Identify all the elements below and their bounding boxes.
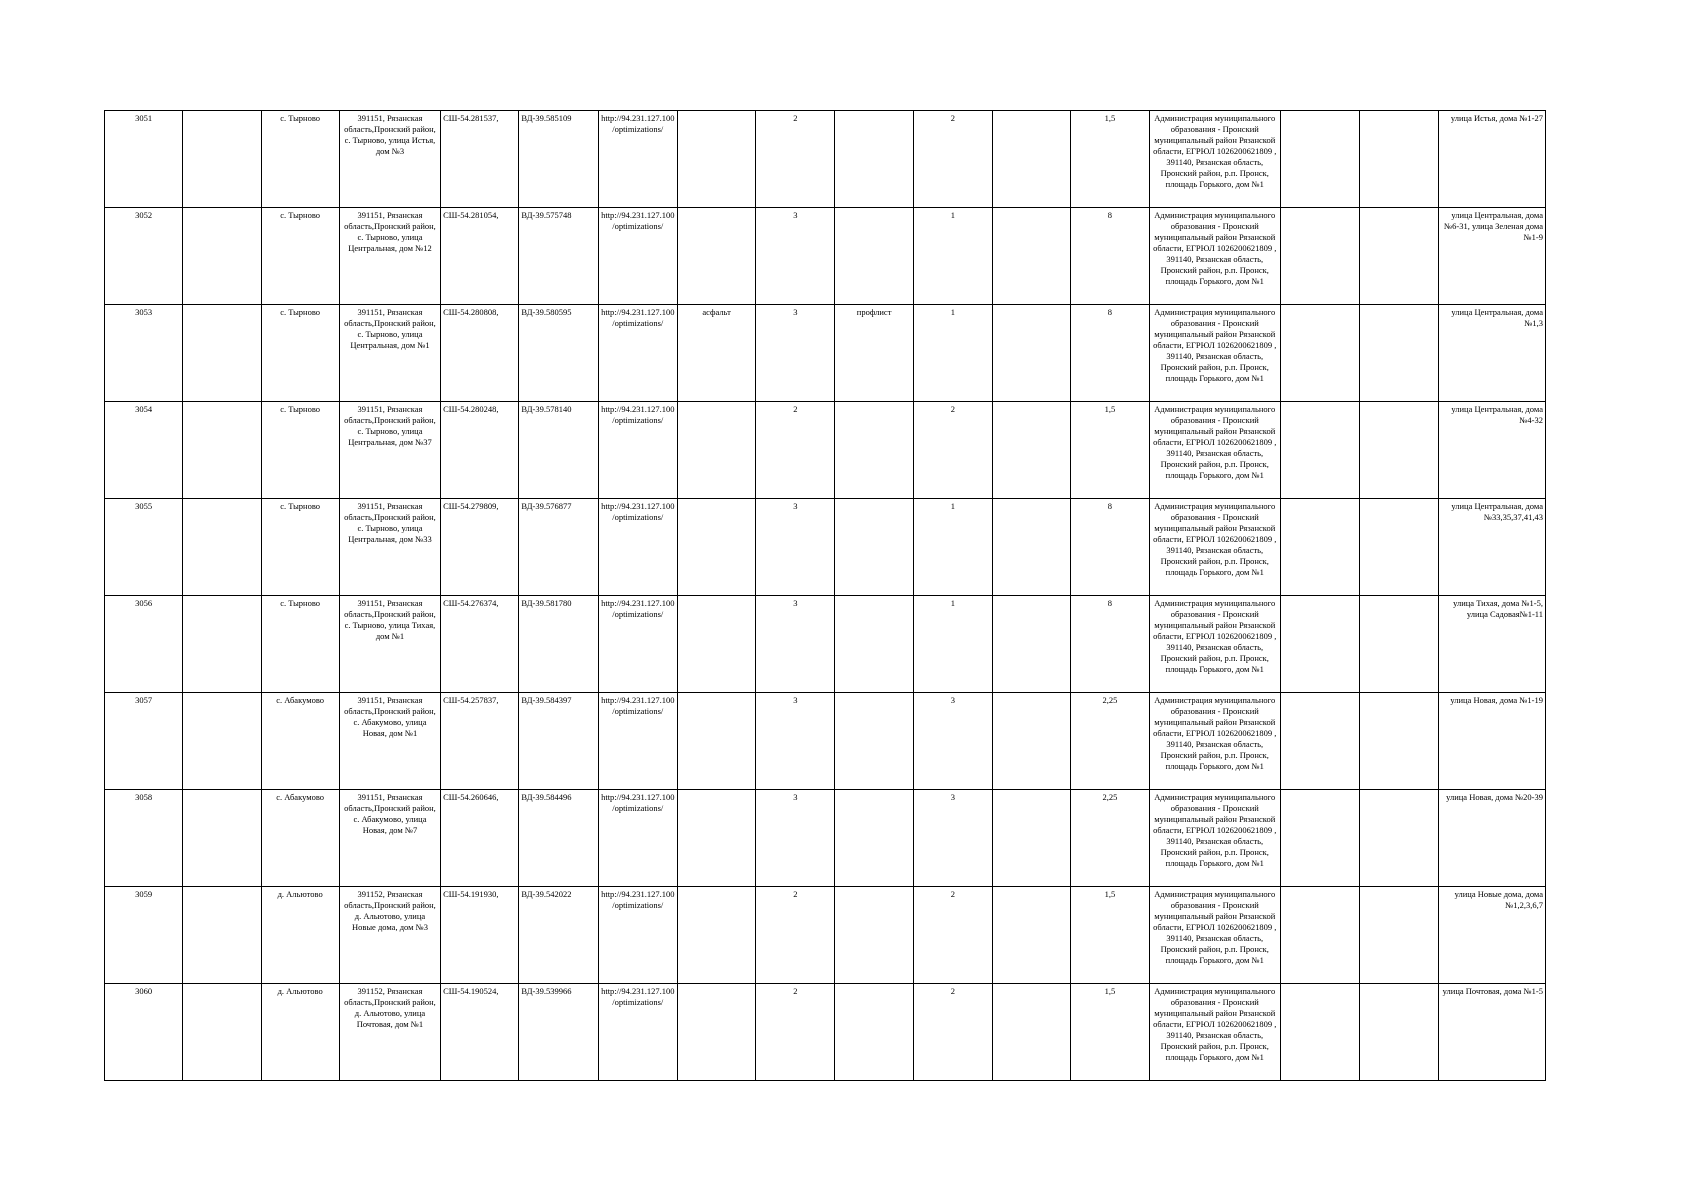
longitude-cell: ВД-39.578140 xyxy=(519,402,598,499)
owner-cell: Администрация муниципального образования - Пронский муниципальный район Рязанской области, ЕГРЮЛ 1026200621809 , 391140, Рязанская область, Пронский район, р.п. Пронск, площадь Горького, дом №1 xyxy=(1149,790,1280,887)
settlement-cell: с. Тырново xyxy=(261,305,339,402)
address-cell: 391151, Рязанская область,Пронский район, с. Тырново, улица Центральная, дом №12 xyxy=(339,208,440,305)
empty-cell xyxy=(1280,111,1359,208)
address-cell: 391151, Рязанская область,Пронский район, с. Тырново, улица Центральная, дом №1 xyxy=(339,305,440,402)
table-row xyxy=(105,305,1546,402)
empty-cell xyxy=(993,693,1071,790)
owner-cell: Администрация муниципального образования - Пронский муниципальный район Рязанской области, ЕГРЮЛ 1026200621809 , 391140, Рязанская область, Пронский район, р.п. Пронск, площадь Горького, дом №1 xyxy=(1149,887,1280,984)
platform-count-cell: 3 xyxy=(756,790,835,887)
owner-cell: Администрация муниципального образования - Пронский муниципальный район Рязанской области, ЕГРЮЛ 1026200621809 , 391140, Рязанская область, Пронский район, р.п. Пронск, площадь Горького, дом №1 xyxy=(1149,693,1280,790)
fence-cell xyxy=(835,887,913,984)
fence-cell: профлист xyxy=(835,305,913,402)
container-count-cell: 1 xyxy=(913,208,992,305)
longitude-cell: ВД-39.584496 xyxy=(519,790,598,887)
platform-count-cell: 2 xyxy=(756,887,835,984)
surface-cell xyxy=(677,984,755,1081)
url-cell: http://94.231.127.100/optimizations/ xyxy=(598,984,677,1081)
empty-cell xyxy=(1280,402,1359,499)
container-count-cell: 3 xyxy=(913,790,992,887)
container-count-cell: 2 xyxy=(913,887,992,984)
table-row xyxy=(105,693,1546,790)
empty-cell xyxy=(183,887,261,984)
row-number: 3059 xyxy=(105,887,183,984)
settlement-cell: с. Тырново xyxy=(261,208,339,305)
volume-cell: 8 xyxy=(1071,596,1149,693)
longitude-cell: ВД-39.585109 xyxy=(519,111,598,208)
owner-cell: Администрация муниципального образования - Пронский муниципальный район Рязанской области, ЕГРЮЛ 1026200621809 , 391140, Рязанская область, Пронский район, р.п. Пронск, площадь Горького, дом №1 xyxy=(1149,499,1280,596)
empty-cell xyxy=(183,208,261,305)
empty-cell xyxy=(1360,887,1438,984)
empty-cell xyxy=(183,596,261,693)
empty-cell xyxy=(1280,693,1359,790)
volume-cell: 1,5 xyxy=(1071,984,1149,1081)
settlement-cell: с. Абакумово xyxy=(261,693,339,790)
longitude-cell: ВД-39.584397 xyxy=(519,693,598,790)
longitude-cell: ВД-39.542022 xyxy=(519,887,598,984)
address-cell: 391151, Рязанская область,Пронский район, с. Абакумово, улица Новая, дом №7 xyxy=(339,790,440,887)
latitude-cell: СШ-54.260646, xyxy=(441,790,519,887)
settlement-cell: с. Тырново xyxy=(261,596,339,693)
empty-cell xyxy=(1280,499,1359,596)
empty-cell xyxy=(1360,984,1438,1081)
fence-cell xyxy=(835,499,913,596)
latitude-cell: СШ-54.276374, xyxy=(441,596,519,693)
empty-cell xyxy=(183,111,261,208)
empty-cell xyxy=(1360,208,1438,305)
url-cell: http://94.231.127.100/optimizations/ xyxy=(598,402,677,499)
empty-cell xyxy=(993,499,1071,596)
volume-cell: 8 xyxy=(1071,499,1149,596)
settlement-cell: с. Абакумово xyxy=(261,790,339,887)
served-addresses-cell: улица Центральная, дома №1,3 xyxy=(1438,305,1545,402)
container-count-cell: 1 xyxy=(913,596,992,693)
table-row xyxy=(105,984,1546,1081)
row-number: 3057 xyxy=(105,693,183,790)
empty-cell xyxy=(183,790,261,887)
fence-cell xyxy=(835,693,913,790)
row-number: 3052 xyxy=(105,208,183,305)
longitude-cell: ВД-39.576877 xyxy=(519,499,598,596)
volume-cell: 1,5 xyxy=(1071,402,1149,499)
served-addresses-cell: улица Новая, дома №1-19 xyxy=(1438,693,1545,790)
address-cell: 391151, Рязанская область,Пронский район, с. Абакумово, улица Новая, дом №1 xyxy=(339,693,440,790)
table-row xyxy=(105,887,1546,984)
empty-cell xyxy=(183,402,261,499)
platform-count-cell: 2 xyxy=(756,984,835,1081)
latitude-cell: СШ-54.280808, xyxy=(441,305,519,402)
empty-cell xyxy=(1280,208,1359,305)
empty-cell xyxy=(1360,790,1438,887)
table-row xyxy=(105,596,1546,693)
row-number: 3055 xyxy=(105,499,183,596)
settlement-cell: с. Тырново xyxy=(261,111,339,208)
empty-cell xyxy=(993,402,1071,499)
table-row xyxy=(105,499,1546,596)
surface-cell xyxy=(677,402,755,499)
latitude-cell: СШ-54.281054, xyxy=(441,208,519,305)
served-addresses-cell: улица Тихая, дома №1-5, улица Садовая№1-11 xyxy=(1438,596,1545,693)
empty-cell xyxy=(1360,305,1438,402)
row-number: 3060 xyxy=(105,984,183,1081)
owner-cell: Администрация муниципального образования - Пронский муниципальный район Рязанской области, ЕГРЮЛ 1026200621809 , 391140, Рязанская область, Пронский район, р.п. Пронск, площадь Горького, дом №1 xyxy=(1149,305,1280,402)
served-addresses-cell: улица Центральная, дома №4-32 xyxy=(1438,402,1545,499)
url-cell: http://94.231.127.100/optimizations/ xyxy=(598,693,677,790)
surface-cell xyxy=(677,693,755,790)
row-number: 3053 xyxy=(105,305,183,402)
served-addresses-cell: улица Новая, дома №20-39 xyxy=(1438,790,1545,887)
settlement-cell: с. Тырново xyxy=(261,402,339,499)
empty-cell xyxy=(1280,790,1359,887)
empty-cell xyxy=(1280,984,1359,1081)
platform-count-cell: 3 xyxy=(756,693,835,790)
empty-cell xyxy=(993,305,1071,402)
empty-cell xyxy=(183,693,261,790)
url-cell: http://94.231.127.100/optimizations/ xyxy=(598,111,677,208)
served-addresses-cell: улица Центральная, дома №33,35,37,41,43 xyxy=(1438,499,1545,596)
fence-cell xyxy=(835,596,913,693)
empty-cell xyxy=(1360,402,1438,499)
fence-cell xyxy=(835,208,913,305)
platform-count-cell: 3 xyxy=(756,208,835,305)
url-cell: http://94.231.127.100/optimizations/ xyxy=(598,790,677,887)
volume-cell: 2,25 xyxy=(1071,693,1149,790)
fence-cell xyxy=(835,402,913,499)
owner-cell: Администрация муниципального образования - Пронский муниципальный район Рязанской области, ЕГРЮЛ 1026200621809 , 391140, Рязанская область, Пронский район, р.п. Пронск, площадь Горького, дом №1 xyxy=(1149,984,1280,1081)
surface-cell xyxy=(677,111,755,208)
latitude-cell: СШ-54.281537, xyxy=(441,111,519,208)
served-addresses-cell: улица Истья, дома №1-27 xyxy=(1438,111,1545,208)
empty-cell xyxy=(183,984,261,1081)
address-cell: 391152, Рязанская область,Пронский район, д. Альютово, улица Новые дома, дом №3 xyxy=(339,887,440,984)
empty-cell xyxy=(993,111,1071,208)
volume-cell: 1,5 xyxy=(1071,887,1149,984)
empty-cell xyxy=(993,790,1071,887)
surface-cell xyxy=(677,887,755,984)
served-addresses-cell: улица Почтовая, дома №1-5 xyxy=(1438,984,1545,1081)
url-cell: http://94.231.127.100/optimizations/ xyxy=(598,887,677,984)
empty-cell xyxy=(993,887,1071,984)
volume-cell: 8 xyxy=(1071,305,1149,402)
platform-count-cell: 2 xyxy=(756,402,835,499)
url-cell: http://94.231.127.100/optimizations/ xyxy=(598,208,677,305)
table-row xyxy=(105,402,1546,499)
empty-cell xyxy=(1280,305,1359,402)
empty-cell xyxy=(1360,111,1438,208)
surface-cell: асфальт xyxy=(677,305,755,402)
latitude-cell: СШ-54.280248, xyxy=(441,402,519,499)
address-cell: 391152, Рязанская область,Пронский район, д. Альютово, улица Почтовая, дом №1 xyxy=(339,984,440,1081)
table-row xyxy=(105,790,1546,887)
latitude-cell: СШ-54.279809, xyxy=(441,499,519,596)
owner-cell: Администрация муниципального образования - Пронский муниципальный район Рязанской области, ЕГРЮЛ 1026200621809 , 391140, Рязанская область, Пронский район, р.п. Пронск, площадь Горького, дом №1 xyxy=(1149,596,1280,693)
row-number: 3058 xyxy=(105,790,183,887)
table-body xyxy=(105,111,1546,1081)
volume-cell: 2,25 xyxy=(1071,790,1149,887)
address-cell: 391151, Рязанская область,Пронский район, с. Тырново, улица Центральная, дом №37 xyxy=(339,402,440,499)
surface-cell xyxy=(677,208,755,305)
empty-cell xyxy=(1360,596,1438,693)
owner-cell: Администрация муниципального образования - Пронский муниципальный район Рязанской области, ЕГРЮЛ 1026200621809 , 391140, Рязанская область, Пронский район, р.п. Пронск, площадь Горького, дом №1 xyxy=(1149,111,1280,208)
longitude-cell: ВД-39.575748 xyxy=(519,208,598,305)
row-number: 3051 xyxy=(105,111,183,208)
surface-cell xyxy=(677,596,755,693)
platform-count-cell: 3 xyxy=(756,499,835,596)
empty-cell xyxy=(183,499,261,596)
container-count-cell: 3 xyxy=(913,693,992,790)
latitude-cell: СШ-54.190524, xyxy=(441,984,519,1081)
longitude-cell: ВД-39.580595 xyxy=(519,305,598,402)
empty-cell xyxy=(1280,887,1359,984)
container-count-cell: 2 xyxy=(913,111,992,208)
surface-cell xyxy=(677,790,755,887)
empty-cell xyxy=(183,305,261,402)
volume-cell: 8 xyxy=(1071,208,1149,305)
container-count-cell: 1 xyxy=(913,499,992,596)
address-cell: 391151, Рязанская область,Пронский район, с. Тырново, улица Истья, дом №3 xyxy=(339,111,440,208)
empty-cell xyxy=(993,596,1071,693)
row-number: 3056 xyxy=(105,596,183,693)
empty-cell xyxy=(1360,499,1438,596)
latitude-cell: СШ-54.257837, xyxy=(441,693,519,790)
address-cell: 391151, Рязанская область,Пронский район, с. Тырново, улица Центральная, дом №33 xyxy=(339,499,440,596)
address-cell: 391151, Рязанская область,Пронский район, с. Тырново, улица Тихая, дом №1 xyxy=(339,596,440,693)
empty-cell xyxy=(1360,693,1438,790)
served-addresses-cell: улица Центральная, дома №6-31, улица Зеленая дома №1-9 xyxy=(1438,208,1545,305)
url-cell: http://94.231.127.100/optimizations/ xyxy=(598,499,677,596)
container-count-cell: 2 xyxy=(913,402,992,499)
row-number: 3054 xyxy=(105,402,183,499)
longitude-cell: ВД-39.539966 xyxy=(519,984,598,1081)
settlement-cell: д. Альютово xyxy=(261,984,339,1081)
url-cell: http://94.231.127.100/optimizations/ xyxy=(598,596,677,693)
platform-count-cell: 3 xyxy=(756,305,835,402)
registry-table xyxy=(104,110,1546,1081)
fence-cell xyxy=(835,111,913,208)
platform-count-cell: 3 xyxy=(756,596,835,693)
container-count-cell: 1 xyxy=(913,305,992,402)
platform-count-cell: 2 xyxy=(756,111,835,208)
fence-cell xyxy=(835,790,913,887)
owner-cell: Администрация муниципального образования - Пронский муниципальный район Рязанской области, ЕГРЮЛ 1026200621809 , 391140, Рязанская область, Пронский район, р.п. Пронск, площадь Горького, дом №1 xyxy=(1149,402,1280,499)
table-row xyxy=(105,208,1546,305)
served-addresses-cell: улица Новые дома, дома №1,2,3,6,7 xyxy=(1438,887,1545,984)
longitude-cell: ВД-39.581780 xyxy=(519,596,598,693)
empty-cell xyxy=(993,984,1071,1081)
fence-cell xyxy=(835,984,913,1081)
settlement-cell: д. Альютово xyxy=(261,887,339,984)
owner-cell: Администрация муниципального образования - Пронский муниципальный район Рязанской области, ЕГРЮЛ 1026200621809 , 391140, Рязанская область, Пронский район, р.п. Пронск, площадь Горького, дом №1 xyxy=(1149,208,1280,305)
settlement-cell: с. Тырново xyxy=(261,499,339,596)
container-count-cell: 2 xyxy=(913,984,992,1081)
volume-cell: 1,5 xyxy=(1071,111,1149,208)
url-cell: http://94.231.127.100/optimizations/ xyxy=(598,305,677,402)
empty-cell xyxy=(1280,596,1359,693)
empty-cell xyxy=(993,208,1071,305)
table-row xyxy=(105,111,1546,208)
latitude-cell: СШ-54.191930, xyxy=(441,887,519,984)
surface-cell xyxy=(677,499,755,596)
